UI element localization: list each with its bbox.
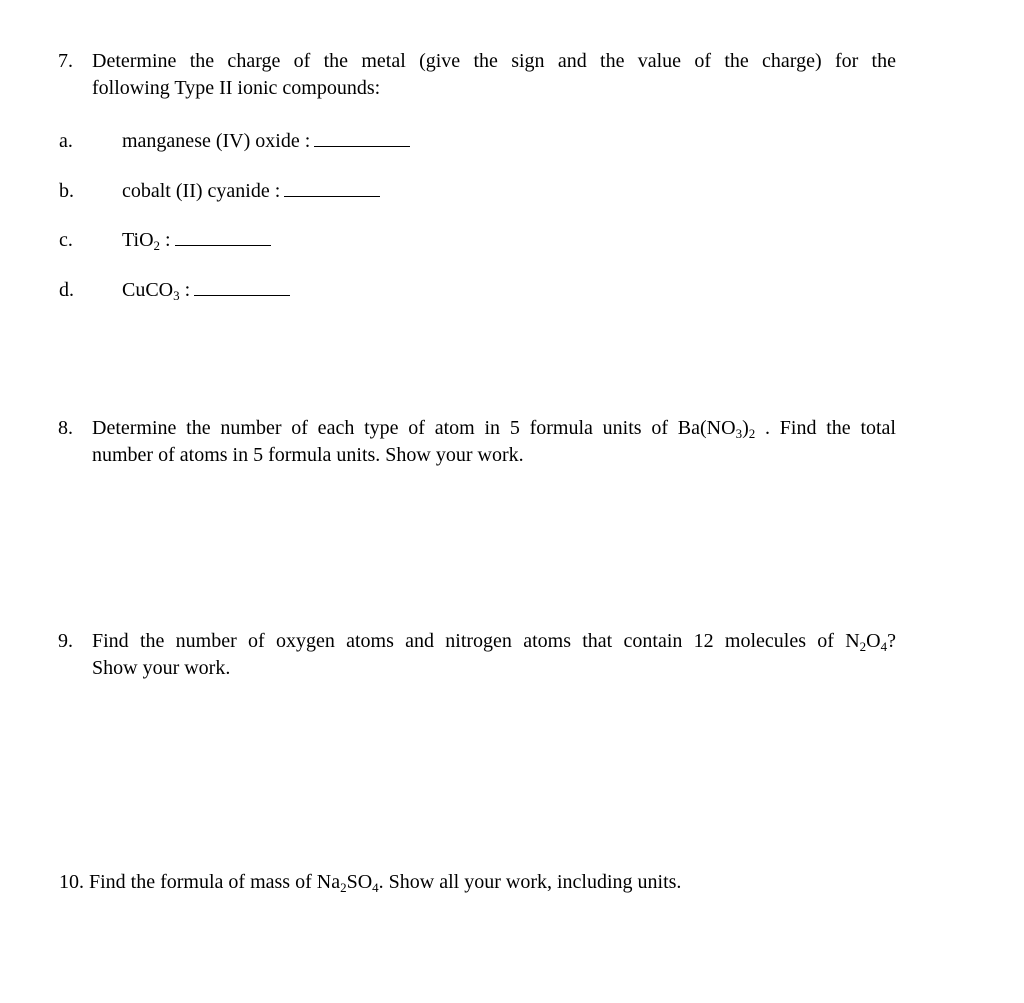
chemical-formula: CuCO$_3$ : bbox=[122, 279, 191, 303]
question-10 bbox=[59, 869, 897, 896]
question-text-line: number of atoms in 5 formula units. Show your work. bbox=[92, 444, 524, 466]
answer-blank[interactable] bbox=[314, 128, 410, 147]
item-label: cobalt (II) cyanide : bbox=[122, 180, 281, 202]
question-number: 7. bbox=[58, 50, 73, 72]
question-text-line: Determine the number of each type of atom in 5 formula units of $Ba(NO_3)_2$ . Find the total bbox=[92, 417, 896, 441]
chemical-formula: TiO$_2$ : bbox=[122, 229, 171, 253]
question-number: 9. bbox=[58, 630, 73, 652]
item-label: manganese (IV) oxide : bbox=[122, 130, 311, 152]
question-7 bbox=[58, 48, 896, 102]
question-text-line: following Type II ionic compounds: bbox=[92, 77, 381, 99]
answer-blank[interactable] bbox=[175, 227, 271, 246]
question-text-line: 10. Find the formula of mass of $Na_2SO_4$. Show all your work, including units. bbox=[59, 871, 682, 895]
answer-blank[interactable] bbox=[194, 277, 290, 296]
question-9 bbox=[58, 628, 896, 682]
question-number: 8. bbox=[58, 417, 73, 439]
answer-blank[interactable] bbox=[284, 178, 380, 197]
question-8 bbox=[58, 415, 896, 469]
item-letter: a. bbox=[59, 130, 73, 152]
question-text-line: Find the number of oxygen atoms and nitrogen atoms that contain 12 molecules of $N_2O_4$? bbox=[92, 630, 896, 654]
question-number: 10. bbox=[59, 871, 84, 893]
item-letter: c. bbox=[59, 229, 73, 251]
question-text-line: Show your work. bbox=[92, 657, 231, 679]
item-letter: d. bbox=[59, 279, 74, 301]
item-letter: b. bbox=[59, 180, 74, 202]
question-text-line: Determine the charge of the metal (give the sign and the value of the charge) for the bbox=[92, 50, 896, 72]
